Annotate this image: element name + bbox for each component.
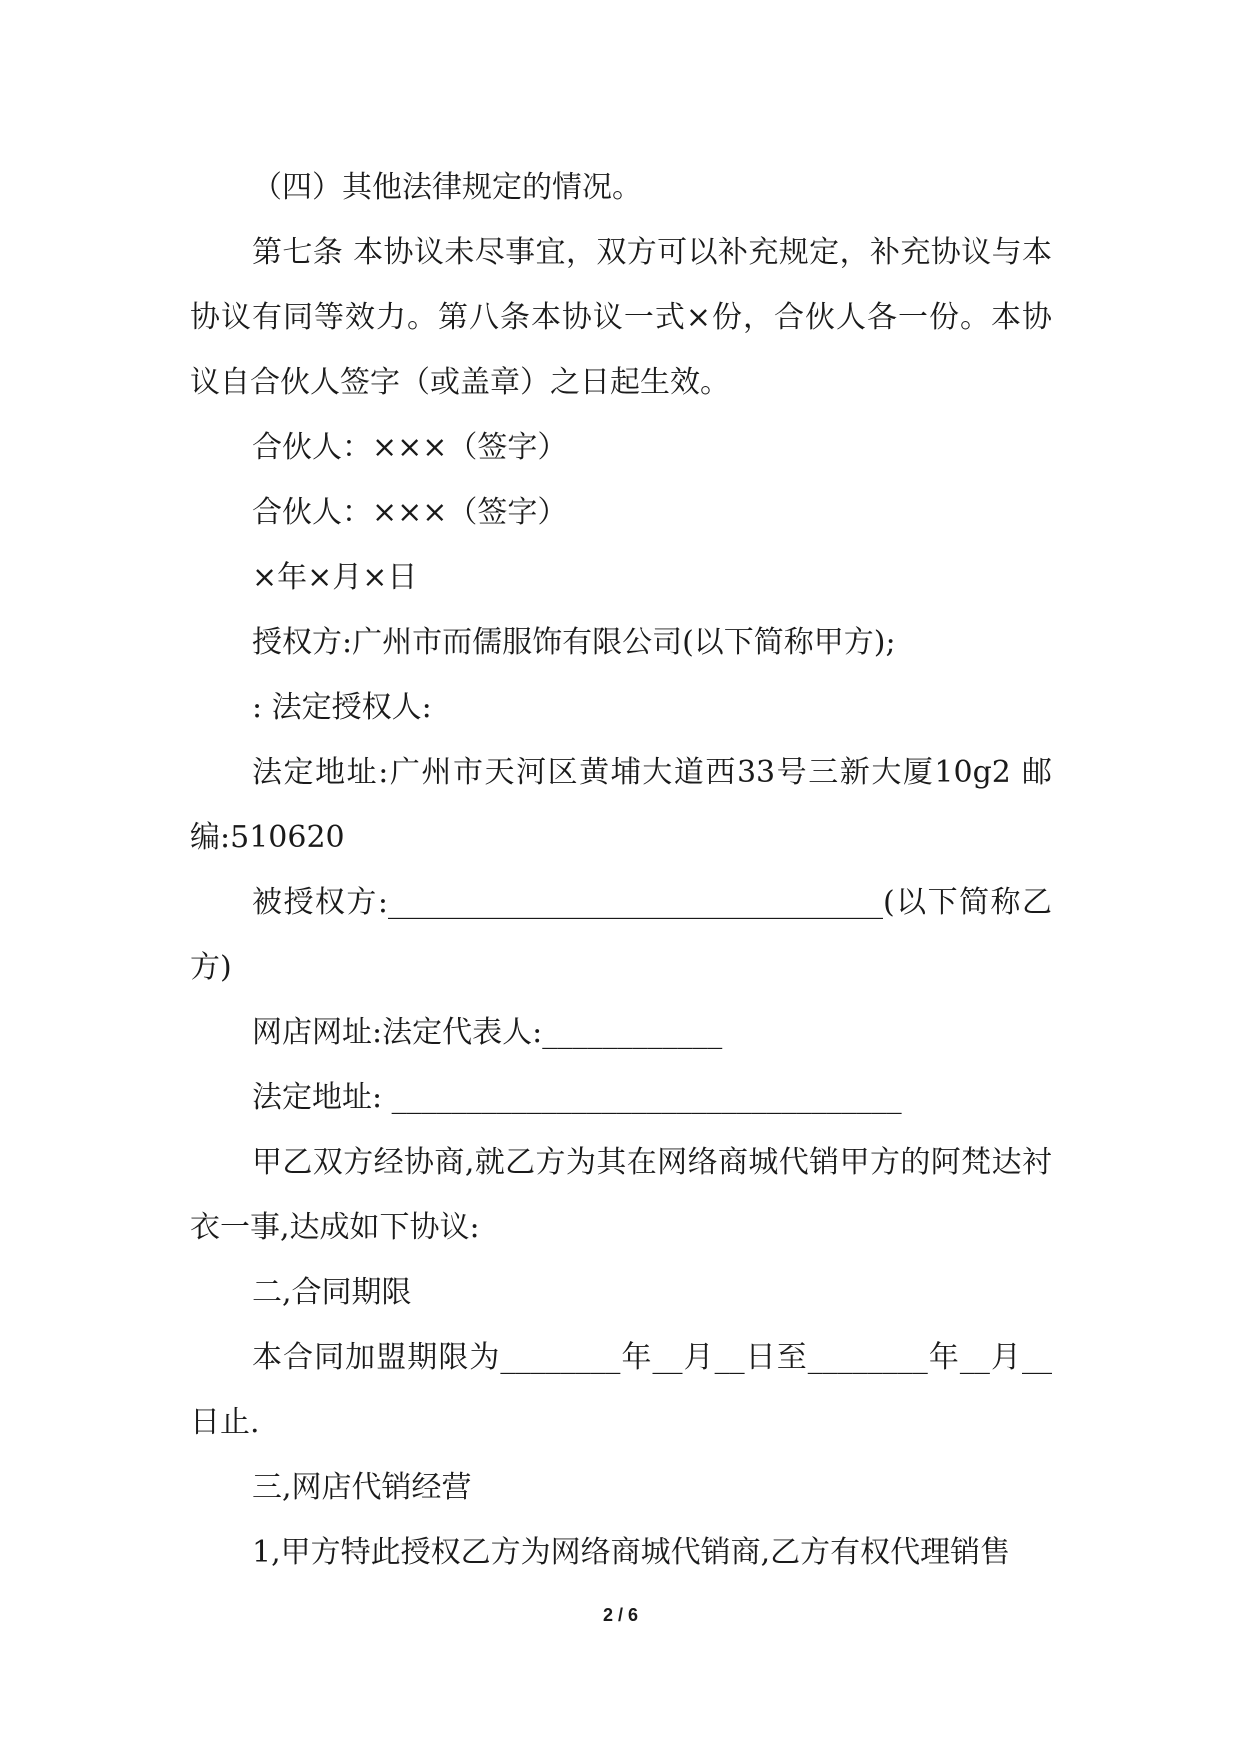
paragraph: : 法定授权人: (252, 690, 432, 725)
paragraph: （四）其他法律规定的情况。 (252, 170, 642, 205)
page-number: 2 / 6 (602, 1605, 639, 1625)
paragraph: 网店网址:法定代表人:____________ (252, 1015, 723, 1050)
paragraph: 第七条 本协议未尽事宜，双方可以补充规定，补充协议与本协议有同等效力。第八条本协议一式×份，合伙人各一份。本协议自合伙人签字（或盖章）之日起生效。 (190, 235, 1052, 400)
section-heading: 二,合同期限 (252, 1275, 412, 1310)
paragraph: 甲乙双方经协商,就乙方为其在网络商城代销甲方的阿梵达衬衣一事,达成如下协议: (190, 1145, 1052, 1245)
paragraph: 法定地址: __________________________________ (252, 1080, 902, 1115)
paragraph: 本合同加盟期限为________年__月__日至________年__月__日止. (190, 1340, 1052, 1440)
document-body (190, 155, 1052, 1585)
paragraph: 1,甲方特此授权乙方为网络商城代销商,乙方有权代理销售 (252, 1535, 1011, 1570)
paragraph: 被授权方:_________________________________(以下简称乙方) (190, 885, 1052, 985)
paragraph: 授权方:广州市而儒服饰有限公司(以下简称甲方); (252, 625, 896, 660)
paragraph: 合伙人：×××（签字） (252, 430, 568, 465)
section-heading: 三,网店代销经营 (252, 1470, 472, 1505)
paragraph: 合伙人：×××（签字） (252, 495, 568, 530)
paragraph: 法定地址:广州市天河区黄埔大道西33号三新大厦10g2 邮编:510620 (190, 755, 1052, 855)
paragraph: ×年×月×日 (252, 560, 418, 595)
